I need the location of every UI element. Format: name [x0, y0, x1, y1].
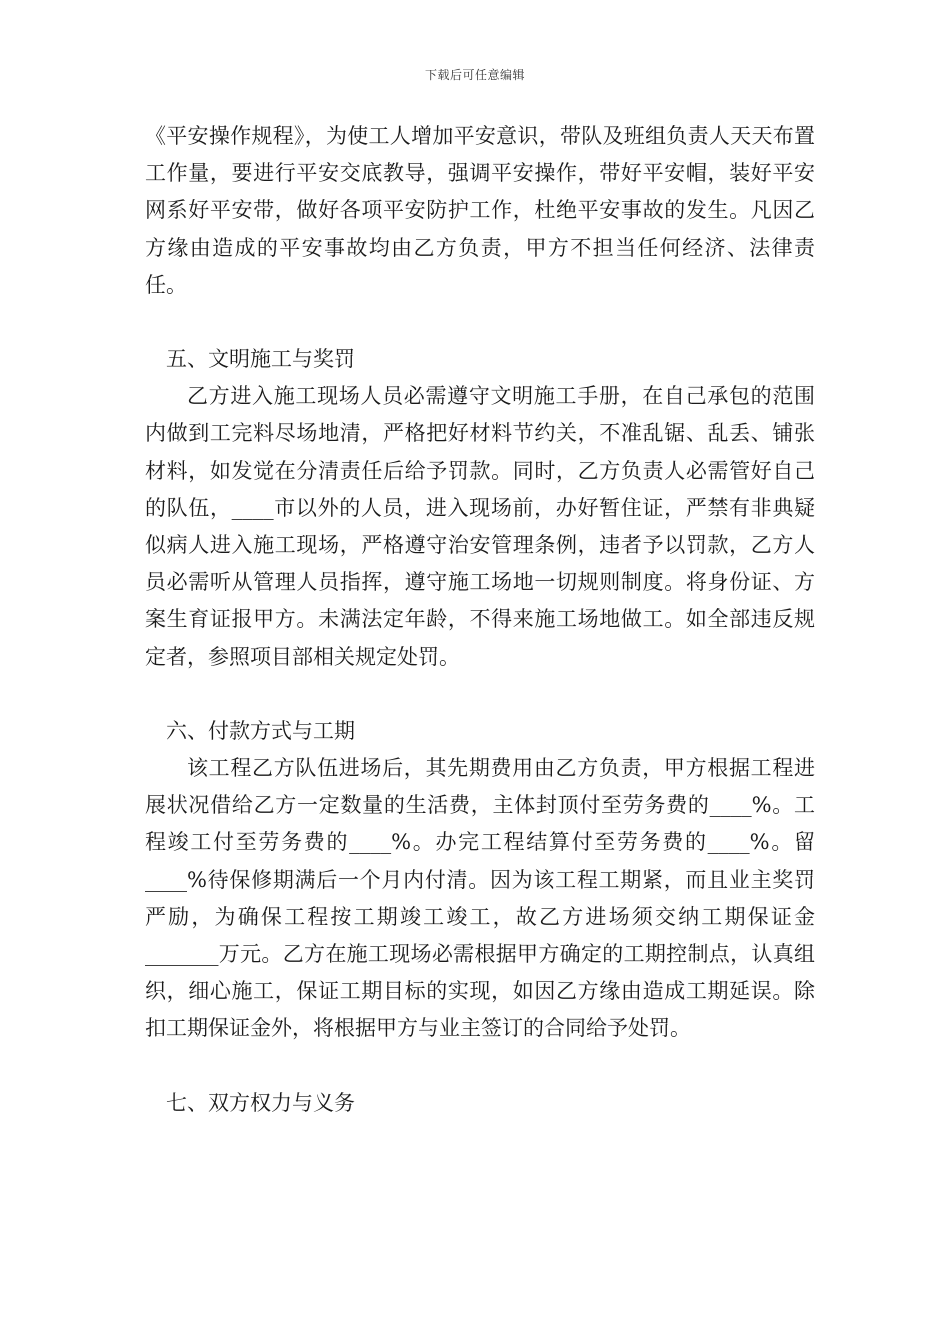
section-spacer [145, 304, 815, 341]
paragraph-section-six: 该工程乙方队伍进场后，其先期费用由乙方负责，甲方根据工程进展状况借给乙方一定数量的生活费，主体封顶付至劳务费的____%。工程竣工付至劳务费的____%。办完工程结算付至劳务费的____%。留____%待保修期满后一个月内付清。因为该工程工期紧，而且业主奖罚严励，为确保工程按工期竣工竣工，故乙方进场须交纳工期保证金_______万元。乙方在施工现场必需根据甲方确定的工期控制点，认真组织，细心施工，保证工期目标的实现，如因乙方缘由造成工期延误。除扣工期保证金外，将根据甲方与业主签订的合同给予处罚。 [145, 756, 815, 1041]
document-body [145, 118, 815, 1122]
section-heading-seven: 七、双方权力与义务 [166, 1090, 355, 1115]
page-header-note: 下载后可任意编辑 [424, 68, 525, 82]
section-heading-five: 五、文明施工与奖罚 [166, 347, 355, 372]
section-spacer [145, 1048, 815, 1085]
paragraph-continuation: 《平安操作规程》，为使工人增加平安意识，带队及班组负责人天天布置工作量，要进行平安交底教导，强调平安操作，带好平安帽，装好平安网系好平安带，做好各项平安防护工作，杜绝平安事故的发生。凡因乙方缘由造成的平安事故均由乙方负责，甲方不担当任何经济、法律责任。 [145, 124, 815, 297]
section-spacer [145, 676, 815, 713]
section-heading-six: 六、付款方式与工期 [166, 718, 355, 743]
paragraph-section-five: 乙方进入施工现场人员必需遵守文明施工手册，在自己承包的范围内做到工完料尽场地清，严格把好材料节约关，不准乱锯、乱丢、铺张材料，如发觉在分清责任后给予罚款。同时，乙方负责人必需管好自己的队伍，____市以外的人员，进入现场前，办好暂住证，严禁有非典疑似病人进入施工现场，严格遵守治安管理条例，违者予以罚款，乙方人员必需听从管理人员指挥，遵守施工场地一切规则制度。将身份证、方案生育证报甲方。未满法定年龄，不得来施工场地做工。如全部违反规定者，参照项目部相关规定处罚。 [145, 384, 815, 669]
